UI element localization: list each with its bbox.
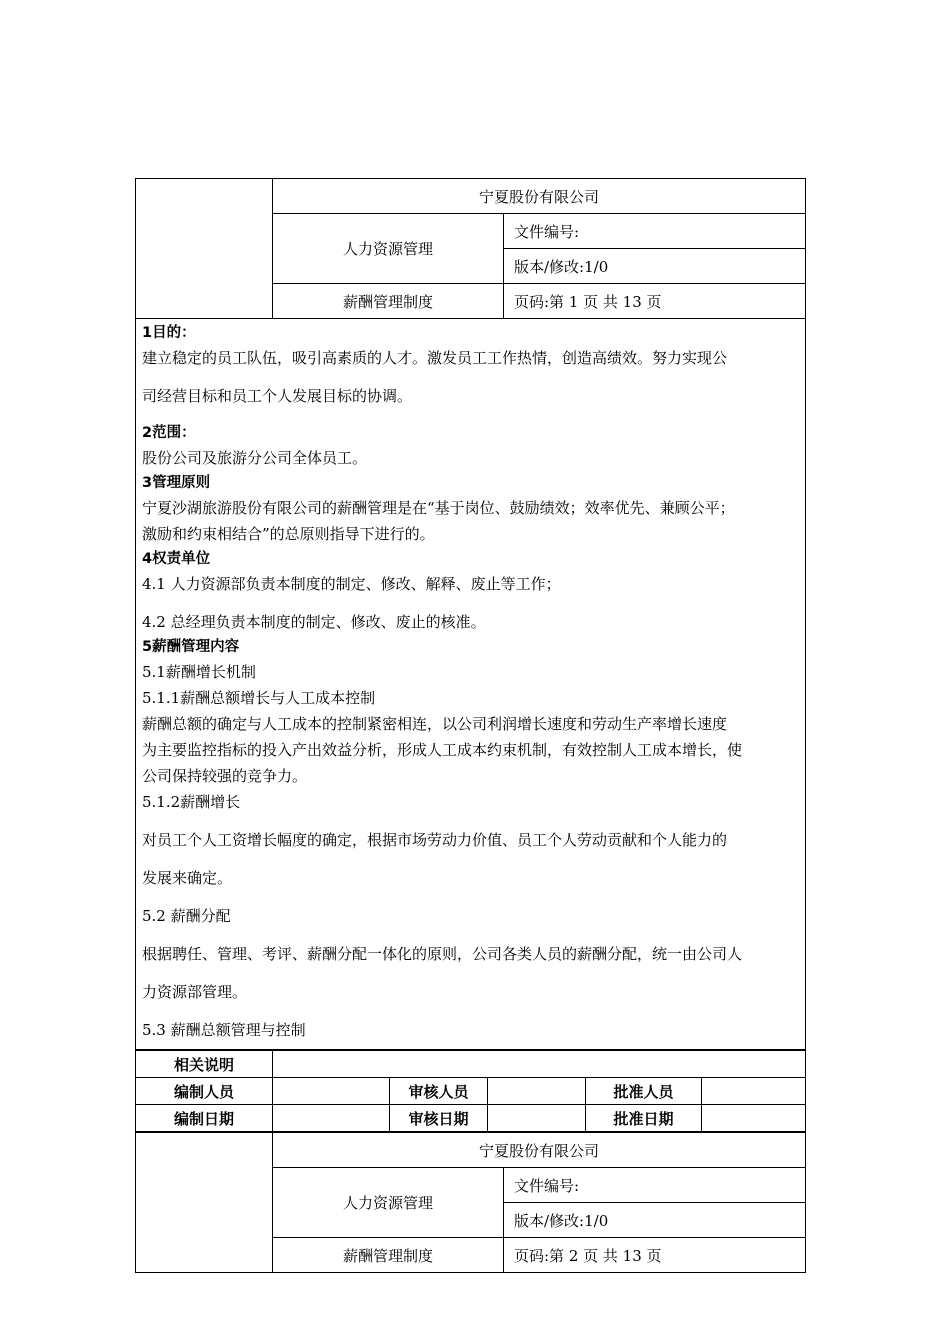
document-title: 薪酬管理制度 bbox=[273, 284, 504, 319]
review-date-label: 审核日期 bbox=[390, 1105, 488, 1132]
approver-value bbox=[702, 1078, 806, 1105]
subsection-heading: 5.1.2薪酬增长 bbox=[142, 793, 241, 811]
compiler-value bbox=[273, 1078, 390, 1105]
section-4-heading: 4权责单位 bbox=[142, 551, 211, 567]
related-notes-value bbox=[273, 1051, 806, 1078]
related-notes-label: 相关说明 bbox=[136, 1051, 273, 1078]
review-date-value bbox=[488, 1105, 586, 1132]
signature-table bbox=[135, 1050, 806, 1132]
logo-cell bbox=[136, 1133, 273, 1273]
paragraph-line: 对员工个人工资增长幅度的确定，根据市场劳动力价值、员工个人劳动贡献和个人能力的 bbox=[142, 831, 728, 849]
paragraph-line: 公司保持较强的竞争力。 bbox=[142, 767, 308, 785]
section-2-heading: 2范围： bbox=[142, 425, 196, 441]
department-name: 人力资源管理 bbox=[273, 214, 504, 284]
document-title: 薪酬管理制度 bbox=[273, 1238, 504, 1273]
file-number-label: 文件编号: bbox=[504, 214, 806, 249]
file-number-label: 文件编号: bbox=[504, 1168, 806, 1203]
page-number: 页码:第 1 页 共 13 页 bbox=[504, 284, 806, 319]
document-page bbox=[135, 178, 805, 1273]
header-table-2 bbox=[135, 1132, 806, 1273]
approve-date-label: 批准日期 bbox=[586, 1105, 702, 1132]
paragraph-line: 股份公司及旅游分公司全体员工。 bbox=[142, 449, 368, 467]
subsection-heading: 5.1薪酬增长机制 bbox=[142, 663, 256, 681]
content-cell bbox=[136, 319, 806, 1050]
company-name: 宁夏股份有限公司 bbox=[273, 1133, 806, 1168]
paragraph-line: 司经营目标和员工个人发展目标的协调。 bbox=[142, 387, 413, 405]
approve-date-value bbox=[702, 1105, 806, 1132]
compiler-label: 编制人员 bbox=[136, 1078, 273, 1105]
compile-date-value bbox=[273, 1105, 390, 1132]
department-name: 人力资源管理 bbox=[273, 1168, 504, 1238]
paragraph-line: 为主要监控指标的投入产出效益分析，形成人工成本约束机制，有效控制人工成本增长，使 bbox=[142, 741, 743, 759]
paragraph-line: 根据聘任、管理、考评、薪酬分配一体化的原则，公司各类人员的薪酬分配，统一由公司人 bbox=[142, 945, 743, 963]
section-1-heading: 1目的： bbox=[142, 325, 196, 341]
paragraph-line: 薪酬总额的确定与人工成本的控制紧密相连，以公司利润增长速度和劳动生产率增长速度 bbox=[142, 715, 728, 733]
section-5-heading: 5薪酬管理内容 bbox=[142, 639, 240, 655]
page-number: 页码:第 2 页 共 13 页 bbox=[504, 1238, 806, 1273]
approver-label: 批准人员 bbox=[586, 1078, 702, 1105]
subsection-heading: 5.2 薪酬分配 bbox=[142, 907, 231, 925]
version-label: 版本/修改:1/0 bbox=[504, 1203, 806, 1238]
paragraph-line: 4.1 人力资源部负责本制度的制定、修改、解释、废止等工作； bbox=[142, 575, 561, 593]
compile-date-label: 编制日期 bbox=[136, 1105, 273, 1132]
section-3-heading: 3管理原则 bbox=[142, 475, 211, 491]
version-label: 版本/修改:1/0 bbox=[504, 249, 806, 284]
paragraph-line: 力资源部管理。 bbox=[142, 983, 248, 1001]
reviewer-value bbox=[488, 1078, 586, 1105]
header-table-1 bbox=[135, 178, 806, 1050]
paragraph-line: 建立稳定的员工队伍，吸引高素质的人才。激发员工工作热情，创造高绩效。努力实现公 bbox=[142, 349, 728, 367]
logo-cell bbox=[136, 179, 273, 319]
paragraph-line: 发展来确定。 bbox=[142, 869, 233, 887]
paragraph-line: 激励和约束相结合”的总原则指导下进行的。 bbox=[142, 525, 435, 543]
company-name: 宁夏股份有限公司 bbox=[273, 179, 806, 214]
paragraph-line: 宁夏沙湖旅游股份有限公司的薪酬管理是在“基于岗位、鼓励绩效；效率优先、兼顾公平； bbox=[142, 499, 735, 517]
reviewer-label: 审核人员 bbox=[390, 1078, 488, 1105]
subsection-heading: 5.3 薪酬总额管理与控制 bbox=[142, 1021, 306, 1039]
paragraph-line: 4.2 总经理负责本制度的制定、修改、废止的核准。 bbox=[142, 613, 486, 631]
subsection-heading: 5.1.1薪酬总额增长与人工成本控制 bbox=[142, 689, 376, 707]
